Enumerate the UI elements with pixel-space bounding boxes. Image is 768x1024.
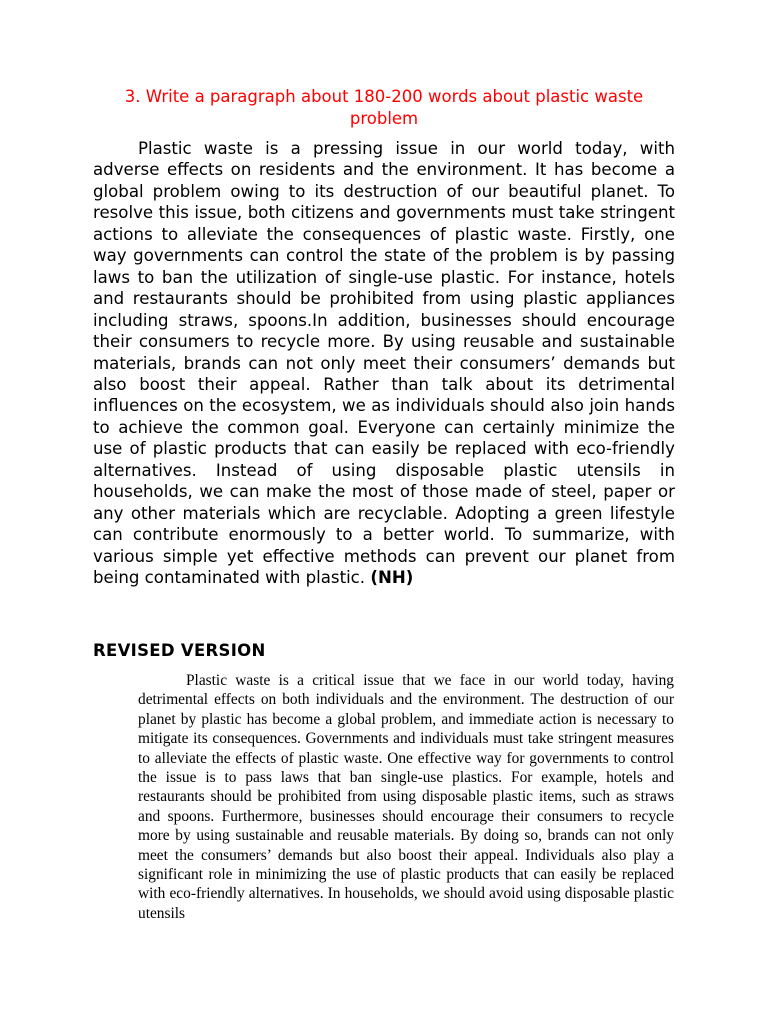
revised-paragraph: Plastic waste is a critical issue that we face in our world today, having detrimental effects on both individuals and the environment. The destruction of our planet by plastic has become a global problem, and immediate action is necessary to mitigate its consequences. Governments and individuals must take stringent measures to alleviate the effects of plastic waste. One effective way for governments to control the issue is to pass laws that ban single-use plastics. For example, hotels and restaurants should be prohibited from using disposable plastic items, such as straws and spoons. Furthermore, businesses should encourage their consumers to recycle more by using sustainable and reusable materials. By doing so, brands can not only meet the consumers’ demands but also boost their appeal. Individuals also play a significant role in minimizing the use of plastic products that can easily be replaced with eco-friendly alternatives. In households, we should avoid using disposable plastic utensils xyxy=(138,672,674,922)
original-paragraph xyxy=(93,138,675,589)
revised-version-label: REVISED VERSION xyxy=(93,641,266,660)
question-heading: 3. Write a paragraph about 180-200 words about plastic waste problem xyxy=(124,87,644,128)
original-paragraph-text: Plastic waste is a pressing issue in our world today, with adverse effects on residents and the environment. It has become a global problem owing to its destruction of our beautiful planet. To resolve this issue, both citizens and governments must take stringent actions to alleviate the consequences of plastic waste. Firstly, one way governments can control the state of the problem is by passing laws to ban the utilization of single-use plastic. For instance, hotels and restaurants should be prohibited from using plastic appliances including straws, spoons.In addition, businesses should encourage their consumers to recycle more. By using reusable and sustainable materials, brands can not only meet their consumers’ demands but also boost their appeal. Rather than talk about its detrimental influences on the ecosystem, we as individuals should also join hands to achieve the common goal. Everyone can certainly minimize the use of plastic products that can easily be replaced with eco-friendly alternatives. Instead of using disposable plastic utensils in households, we can make the most of those made of steel, paper or any other materials which are recyclable. Adopting a green lifestyle can contribute enormously to a better world. To summarize, with various simple yet effective methods can prevent our planet from being contaminated with plastic. xyxy=(93,139,675,588)
author-tag: (NH) xyxy=(370,568,414,588)
